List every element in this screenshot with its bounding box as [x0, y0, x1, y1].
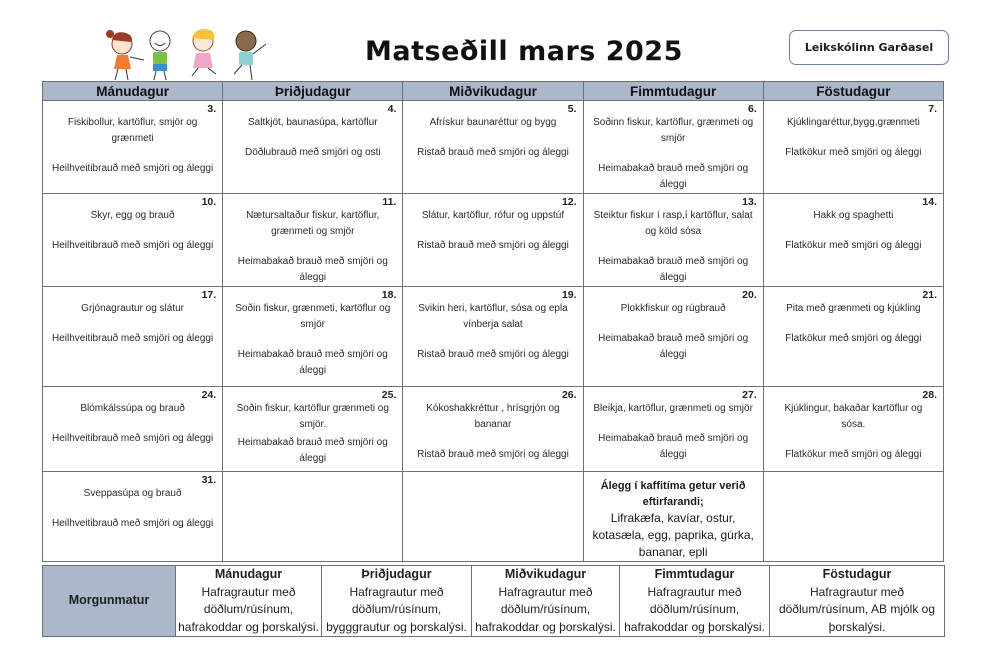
breakfast-cell	[472, 566, 620, 637]
date-number: 17.	[201, 289, 217, 301]
afternoon-bread: Flatkökur með smjöri og áleggi	[785, 147, 922, 158]
day-cell	[43, 387, 223, 472]
day-cell	[223, 194, 403, 287]
header-friday: Föstudagur	[763, 82, 943, 101]
day-cell	[43, 194, 223, 287]
date-number: 31.	[201, 474, 217, 486]
afternoon-bread: Flatkökur með smjöri og áleggi	[785, 333, 922, 344]
school-name: Leikskólinn Garðasel	[804, 41, 934, 54]
afternoon-bread: Heilhveitibrauð með smjöri og áleggi	[51, 333, 214, 344]
date-number: 12.	[561, 196, 577, 208]
lunch-dish: Skyr, egg og brauð	[90, 210, 175, 221]
day-cell	[583, 101, 763, 194]
breakfast-day: Þriðjudagur	[361, 567, 432, 581]
date-number: 27.	[742, 389, 757, 401]
school-name-box	[789, 30, 949, 65]
afternoon-bread: Flatkökur með smjöri og áleggi	[785, 240, 922, 251]
day-cell	[583, 287, 763, 387]
day-cell	[43, 287, 223, 387]
breakfast-day: Fimmtudagur	[654, 567, 735, 581]
date-number: 7.	[928, 103, 937, 115]
lunch-menu-table	[42, 81, 944, 562]
date-number: 18.	[381, 289, 397, 301]
afternoon-bread: Heimabakað brauð með smjöri og áleggi	[237, 437, 388, 464]
afternoon-bread: Ristað brauð með smjöri og áleggi	[417, 147, 569, 158]
lunch-dish: Soðinn fiskur, kartöflur, grænmeti og smjör	[593, 117, 754, 144]
day-cell	[403, 194, 583, 287]
lunch-dish: Kjúklingaréttur,bygg,grænmeti	[786, 117, 920, 128]
week-row	[43, 101, 944, 194]
lunch-dish: Sveppasúpa og brauð	[83, 488, 182, 499]
date-number: 3.	[207, 103, 217, 115]
date-number: 4.	[387, 103, 397, 115]
afternoon-bread: Heimabakað brauð með smjöri og áleggi	[237, 349, 388, 376]
lunch-dish: Saltkjöt, baunasúpa, kartöflur	[248, 117, 378, 128]
child-2-icon	[150, 31, 170, 80]
lunch-dish: Fiskibollur, kartöflur, smjör og grænmeti	[67, 117, 198, 144]
afternoon-bread: Heimabakað brauð með smjöri og áleggi	[598, 433, 749, 460]
date-number: 5.	[567, 103, 577, 115]
breakfast-day: Mánudagur	[214, 567, 283, 581]
day-cell	[223, 387, 403, 472]
afternoon-bread: Flatkökur með smjöri og áleggi	[785, 449, 922, 460]
breakfast-cell	[176, 566, 322, 637]
lunch-dish: Bleikja, kartöflur, grænmeti og smjör	[593, 403, 753, 414]
afternoon-bread: Ristað brauð með smjöri og áleggi	[417, 349, 569, 360]
breakfast-text: Hafragrautur með döðlum/rúsínum, hafrakoddar og þorskalýsi.	[178, 584, 319, 634]
note-body: Lifrakæfa, kavíar, ostur, kotasæla, egg, paprika, gúrka, bananar, epli	[592, 511, 754, 559]
breakfast-day: Miðvikudagur	[504, 567, 587, 581]
afternoon-bread: Heimabakað brauð með smjöri og áleggi	[598, 163, 749, 190]
empty-cell	[403, 472, 583, 562]
breakfast-table	[42, 565, 945, 637]
day-cell	[583, 387, 763, 472]
afternoon-bread: Döðlubrauð með smjöri og osti	[244, 147, 381, 158]
lunch-dish: Kjúklingur, bakaðar kartöflur og sósa.	[784, 403, 923, 430]
breakfast-day: Föstudagur	[822, 567, 892, 581]
day-cell	[763, 287, 943, 387]
header-monday: Mánudagur	[43, 82, 223, 101]
lunch-dish: Soðin fiskur, kartöflur grænmeti og smjör.	[236, 403, 389, 430]
date-number: 25.	[381, 389, 397, 401]
date-number: 28.	[922, 389, 937, 401]
breakfast-cell	[322, 566, 472, 637]
day-cell	[223, 287, 403, 387]
day-cell	[223, 101, 403, 194]
date-number: 26.	[561, 389, 577, 401]
day-cell	[403, 287, 583, 387]
page-title: Matseðill mars 2025	[365, 36, 683, 67]
breakfast-text: Hafragrautur með döðlum/rúsínum, hafrakoddar og þorskalýsi.	[624, 584, 765, 634]
breakfast-text: Hafragrautur með döðlum/rúsínum, hafrakoddar og þorskalýsi.	[475, 584, 616, 634]
empty-cell	[223, 472, 403, 562]
breakfast-text: Hafragrautur með döðlum/rúsínum, AB mjólk og þorskalýsi.	[778, 584, 936, 634]
lunch-dish: Kókoshakkréttur , hrísgrjón og bananar	[426, 403, 560, 430]
afternoon-bread: Heilhveitibrauð með smjöri og áleggi	[51, 518, 214, 529]
day-cell	[763, 387, 943, 472]
breakfast-text: Hafragrautur með döðlum/rúsínum, bygggrautur og þorskalýsi.	[326, 584, 467, 634]
date-number: 13.	[742, 196, 757, 208]
afternoon-bread: Heilhveitibrauð með smjöri og áleggi	[51, 240, 214, 251]
day-cell	[403, 387, 583, 472]
date-number: 24.	[201, 389, 217, 401]
afternoon-topping-note	[583, 472, 763, 562]
week-row	[43, 287, 944, 387]
date-number: 20.	[742, 289, 757, 301]
lunch-dish: Plokkfiskur og rúgbrauð	[620, 303, 726, 314]
day-cell	[763, 194, 943, 287]
lunch-dish: Blómkálssúpa og brauð	[80, 403, 185, 414]
lunch-dish: Slátur, kartöflur, rófur og uppstúf	[421, 210, 565, 221]
lunch-dish: Steiktur fiskur í rasp,í kartöflur, salat og köld sósa	[593, 210, 753, 237]
child-3-icon	[192, 29, 216, 76]
afternoon-bread: Heilhveitibrauð með smjöri og áleggi	[51, 433, 214, 444]
week-row	[43, 194, 944, 287]
breakfast-label: Morgunmatur	[43, 566, 176, 637]
day-cell	[583, 194, 763, 287]
day-cell	[403, 101, 583, 194]
empty-cell	[763, 472, 943, 562]
week-row	[43, 472, 944, 562]
day-cell	[43, 472, 223, 562]
day-cell	[43, 101, 223, 194]
date-number: 19.	[561, 289, 577, 301]
children-illustration	[100, 24, 275, 82]
header-tuesday: Þriðjudagur	[223, 82, 403, 101]
afternoon-bread: Heilhveitibrauð með smjöri og áleggi	[51, 163, 214, 174]
lunch-dish: Soðin fiskur, grænmeti, kartöflur og smjör	[235, 303, 391, 330]
breakfast-row	[43, 566, 945, 637]
date-number: 11.	[382, 196, 397, 208]
lunch-dish: Afrískur baunaréttur og bygg	[429, 117, 557, 128]
header-wednesday: Miðvikudagur	[403, 82, 583, 101]
afternoon-bread: Heimabakað brauð með smjöri og áleggi	[598, 333, 749, 360]
week-row	[43, 387, 944, 472]
breakfast-cell	[620, 566, 770, 637]
lunch-dish: Hakk og spaghetti	[813, 210, 894, 221]
lunch-dish: Nætursaltaður fiskur, kartöflur, grænmeti og smjör	[246, 210, 380, 237]
lunch-dish: Svikin heri, kartöflur, sósa og epla vínberja salat	[418, 303, 568, 330]
child-4-icon	[234, 31, 266, 80]
date-number: 10.	[201, 196, 217, 208]
date-number: 21.	[922, 289, 937, 301]
header-thursday: Fimmtudagur	[583, 82, 763, 101]
child-1-icon	[106, 30, 144, 80]
afternoon-bread: Ristað brauð með smjöri og áleggi	[417, 240, 569, 251]
date-number: 14.	[922, 196, 937, 208]
date-number: 6.	[747, 103, 757, 115]
breakfast-cell	[770, 566, 945, 637]
lunch-dish: Pita með grænmeti og kjúkling	[786, 303, 921, 314]
lunch-dish: Grjónagrautur og slátur	[81, 303, 185, 314]
afternoon-bread: Heimabakað brauð með smjöri og áleggi	[237, 256, 388, 283]
day-cell	[763, 101, 943, 194]
afternoon-bread: Heimabakað brauð með smjöri og áleggi	[598, 256, 749, 283]
afternoon-bread: Ristað brauð með smjöri og áleggi	[417, 449, 569, 460]
note-heading: Álegg í kaffitíma getur verið eftirfarandi;	[600, 480, 746, 508]
day-header-row	[43, 82, 944, 101]
